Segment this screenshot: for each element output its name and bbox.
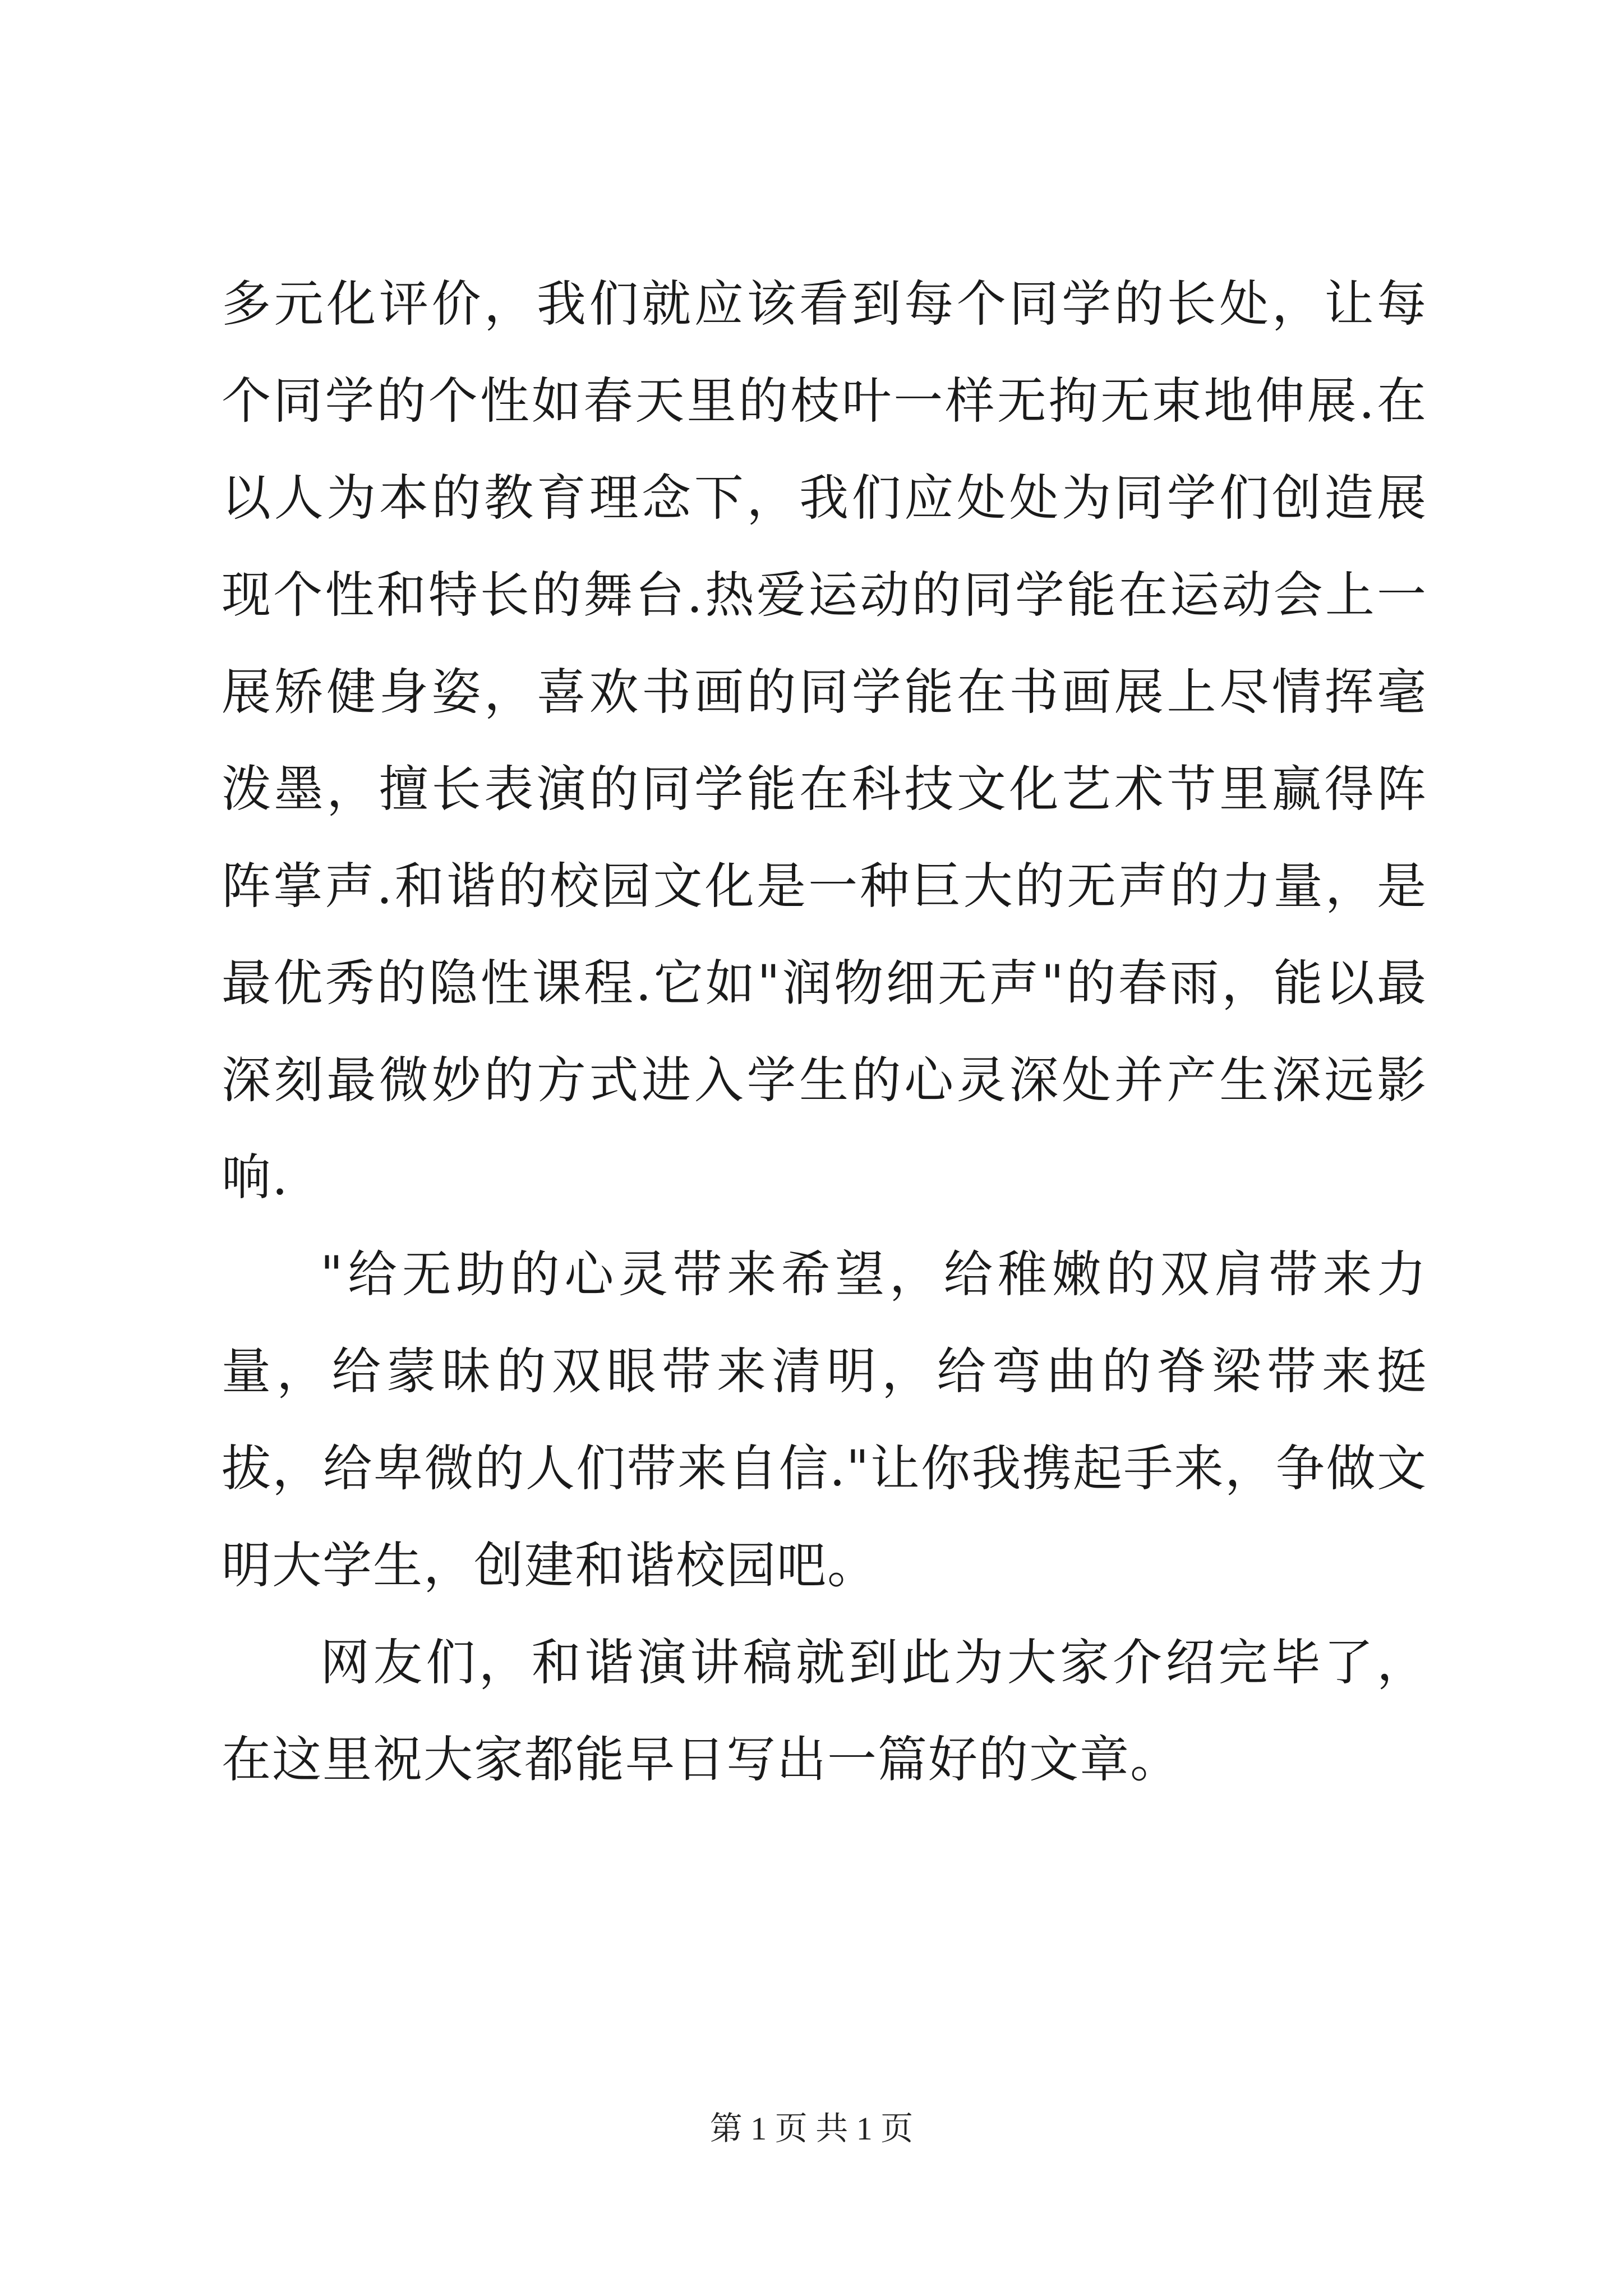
paragraph-1: 多元化评价，我们就应该看到每个同学的长处，让每个同学的个性如春天里的枝叶一样无拘无束地伸展.在以人为本的教育理念下，我们应处处为同学们创造展现个性和特长的舞台.热爱运动的同学能在运动会上一展矫健身姿，喜欢书画的同学能在书画展上尽情挥毫泼墨，擅长表演的同学能在科技文化艺术节里赢得阵阵掌声.和谐的校园文化是一种巨大的无声的力量，是最优秀的隐性课程.它如"润物细无声"的春雨，能以最深刻最微妙的方式进入学生的心灵深处并产生深远影响.	[222, 275, 1427, 1206]
paragraph-2: "给无助的心灵带来希望，给稚嫩的双肩带来力量，给蒙昧的双眼带来清明，给弯曲的脊梁带来挺拔，给卑微的人们带来自信."让你我携起手来，争做文明大学生，创建和谐校园吧。	[222, 1245, 1427, 1594]
paragraph-3: 网友们，和谐演讲稿就到此为大家介绍完毕了，在这里祝大家都能早日写出一篇好的文章。	[222, 1634, 1427, 1788]
document-body	[222, 255, 1427, 1808]
page-footer: 第 1 页 共 1 页	[709, 2110, 914, 2147]
